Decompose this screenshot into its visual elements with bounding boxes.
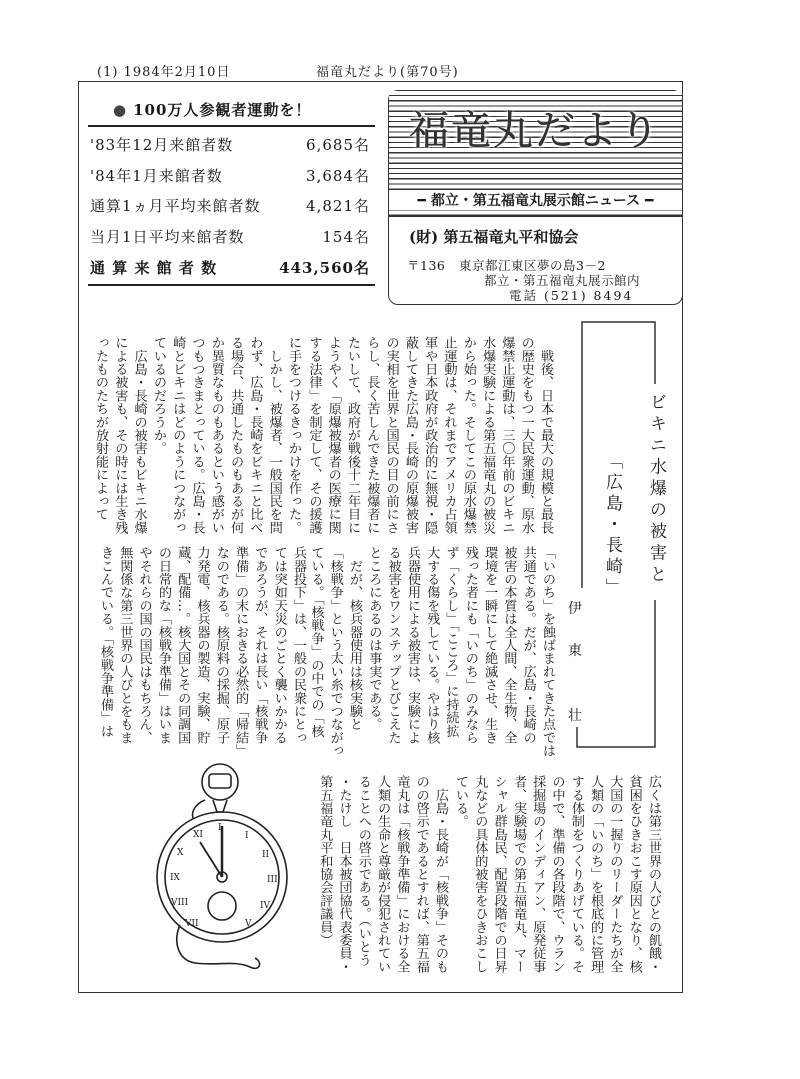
stat-label: 当月1日平均来館者数 (90, 228, 245, 246)
text-column: 者、実験場での第五福竜丸、マー (510, 775, 526, 973)
address-line-1: 東京都江東区夢の島3－2 (459, 258, 606, 273)
svg-text:III: III (267, 875, 278, 885)
text-column: 止運動は、それまでアメリカ占領 (441, 336, 457, 534)
divider (88, 284, 375, 286)
text-column: ようやく「原爆被爆者の医療に関 (325, 336, 341, 534)
text-column: る被害をワンステップとびこえた (385, 546, 401, 744)
text-column: ているのだろうか。 (150, 336, 166, 455)
text-column: の歴史をもつ一大民衆運動、原水 (518, 336, 534, 534)
stat-row-total (90, 257, 370, 278)
text-column: 「いのち」を蝕ばまれてきた点では (540, 546, 555, 758)
text-column: 軍や日本政府が政治的に無視・隠 (422, 336, 438, 534)
article-subtitle: 「広島・長崎」 (600, 452, 625, 599)
stat-label: '84年1月来館者数 (90, 167, 223, 185)
postal-code: 〒136 (407, 258, 446, 273)
text-column: たいして、政府が戦後十二年目に (345, 336, 361, 534)
text-column: 無関係な第三世界の人びとをもま (117, 546, 133, 744)
text-column: シャル群島民、配置段階での日昇 (491, 775, 507, 973)
text-column: だが、核兵器使用は核実験と (347, 546, 363, 731)
text-column: 大国の一握りのリーダーたちが全 (607, 775, 623, 973)
text-column: 被害の本質は全人間、全生物、全 (501, 546, 517, 744)
masthead-box (388, 90, 683, 305)
text-column: らし、長く苦しんできた被爆者に (364, 336, 380, 534)
text-column: 蔽してきた広島・長崎の原爆被害 (402, 336, 418, 534)
stat-row (90, 195, 370, 216)
text-column: 竜丸は「核戦争準備」における全 (394, 775, 410, 973)
pocket-watch-icon (125, 760, 278, 980)
stat-label: 通 算 来 館 者 数 (90, 259, 218, 277)
text-column: ている。 (453, 775, 469, 828)
svg-text:IV: IV (260, 901, 271, 911)
masthead-banner (389, 91, 682, 217)
text-column: の実相を世界と国民の目の前にさ (383, 336, 399, 534)
text-column: 環境を一瞬にして絶滅させ、生き (482, 546, 498, 744)
text-column: 広くは第三世界の人びとの飢餓・ (646, 775, 661, 973)
text-column: であろうが、それは長い「核戦争 (252, 546, 268, 744)
stat-value: 4,821名 (306, 197, 370, 215)
stat-row (90, 226, 370, 247)
text-column: 兵器使用による被害は、実験によ (404, 546, 420, 744)
text-column: る場合、共通したものもあるが何 (228, 336, 244, 534)
text-column: による被害も、その時には生き残 (112, 336, 128, 534)
text-column: きこんでいる。「核戦争準備」は (98, 546, 114, 738)
article-body-tier2-right (306, 546, 557, 757)
text-column: なのである。核原料の採掘、原子 (213, 546, 229, 744)
text-column: 広島・長崎が「核戦争」そのも (433, 775, 448, 973)
text-column: の日常的な「核戦争準備」はいま (155, 546, 171, 744)
text-column: する体制をつくりあげている。そ (568, 775, 584, 973)
text-column: ところにあるのは事実である。 (366, 546, 382, 731)
svg-text:I: I (245, 831, 249, 841)
text-column: のの啓示であるとすれば、第五福 (413, 775, 429, 973)
stat-value: 154名 (322, 228, 370, 246)
text-column: わず、広島・長崎をビキニと比べ (247, 336, 263, 534)
stat-value: 6,685名 (306, 136, 370, 154)
text-column: 人類の生命と尊厳が侵犯されてい (375, 775, 391, 973)
author-1: 伊 (568, 601, 582, 617)
address-line-2: 都立・第五福竜丸展示館内 (484, 273, 641, 288)
text-column: 兵器投下」は、一般の民衆にとっ (291, 546, 306, 744)
text-column: 人類の「いのち」を根底的に管理 (588, 775, 604, 973)
svg-text:II: II (262, 850, 270, 860)
text-column: 丸などの具体的被害をひきおこし (472, 775, 488, 973)
stats-headline-text: 100万人参観者運動を！ (133, 101, 312, 119)
publisher-name: (財) 第五福竜丸平和協会 (409, 228, 579, 246)
text-column: 採掘場のインディアン、原発従事 (530, 775, 546, 973)
svg-text:V: V (245, 919, 252, 929)
text-column: 崎とビキニはどのようにつながっ (170, 336, 186, 534)
masthead-logo: 福竜丸だより (409, 108, 661, 154)
text-column: 準備」の末におきる必然的「帰結」 (233, 546, 249, 758)
stat-label: '83年12月来館者数 (90, 136, 234, 154)
stat-row (90, 134, 370, 155)
stat-label: 通算1ヵ月平均来館者数 (90, 197, 261, 215)
text-column: 水爆実験による第五福竜丸の被災 (480, 336, 496, 534)
phone-number: 電話 (521) 8494 (509, 288, 634, 303)
article-body-tier1-right (304, 336, 555, 534)
text-column: 貧困をひきおこす原因となり、核 (626, 775, 642, 973)
stat-value: 443,560名 (279, 259, 370, 277)
text-column: 「核戦争」という太い糸でつながっ (327, 546, 343, 758)
author-2: 東 (568, 643, 582, 659)
author-3: 壮 (568, 708, 582, 724)
svg-text:I: I (218, 823, 222, 833)
text-column: つもつきまとっている。広島・長 (189, 336, 205, 534)
text-column: から始った。そしてこの原水爆禁 (460, 336, 476, 534)
svg-text:X: X (177, 848, 184, 858)
svg-text:VII: VII (185, 919, 199, 929)
text-column: やそれらの国の国民はもちろん、 (136, 546, 152, 744)
stats-headline (113, 99, 311, 120)
article-body-tier1-left (91, 336, 303, 534)
article-body-tier3-right (451, 775, 663, 973)
text-column: ることへの啓示である。（いとう (355, 775, 371, 967)
text-column: 残った者にも「いのち」のみなら (462, 546, 478, 744)
article-title: ビキニ水爆の被害と (644, 393, 669, 587)
article-body-tier3-middle (315, 775, 450, 973)
stat-value: 3,684名 (306, 167, 370, 185)
text-column: 第五福竜丸平和協会評議員） (317, 775, 333, 947)
svg-text:IX: IX (170, 873, 180, 883)
stat-row (90, 165, 370, 186)
text-column: ている。「核戦争」の中での「核 (308, 546, 324, 738)
svg-text:VIII: VIII (171, 898, 189, 908)
article-body-tier2-left (96, 546, 308, 757)
text-column: しかし、被爆者、一般国民を問 (266, 336, 282, 534)
text-column: 力発電、核兵器の製造、実験、貯 (194, 546, 210, 744)
bullet-icon: ● (113, 101, 128, 119)
text-column: ったものたちが放射能によって (93, 336, 109, 521)
text-column: ず「くらし」「こころ」に持続拡 (443, 546, 459, 738)
svg-text:XI: XI (193, 830, 203, 840)
text-column: か異質なものもあるという感がい (208, 336, 224, 534)
text-column: 共通である。だが、広島・長崎の (520, 546, 536, 744)
text-column: ては突如天災のごとく襲いかかる (271, 546, 287, 744)
text-column: 爆禁止運動は、三〇年前のビキニ (499, 336, 515, 534)
text-column: する法律」を制定して、その援護 (306, 336, 322, 534)
text-column: の中で、準備の各段階で、ウラン (549, 775, 565, 973)
masthead-subtitle: ━ 都立・第五福竜丸展示館ニュース ━ (389, 192, 682, 210)
text-column: 蔵、配備…。核大国とその同調国 (175, 546, 191, 744)
text-column: 大する傷を残している。やはり核 (424, 546, 440, 744)
text-column: に手をつけるきっかけを作った。 (286, 336, 301, 534)
text-column: 戦後、日本で最大の規模と最長 (538, 336, 553, 534)
divider (88, 125, 375, 127)
page-date: (1) 1984年2月10日 (97, 65, 231, 80)
text-column: 広島・長崎の被害もビキニ水爆 (131, 336, 147, 534)
text-column: ・たけし 日本被団協代表委員・ (336, 775, 352, 973)
issue-title: 福竜丸だより(第70号) (316, 65, 459, 80)
